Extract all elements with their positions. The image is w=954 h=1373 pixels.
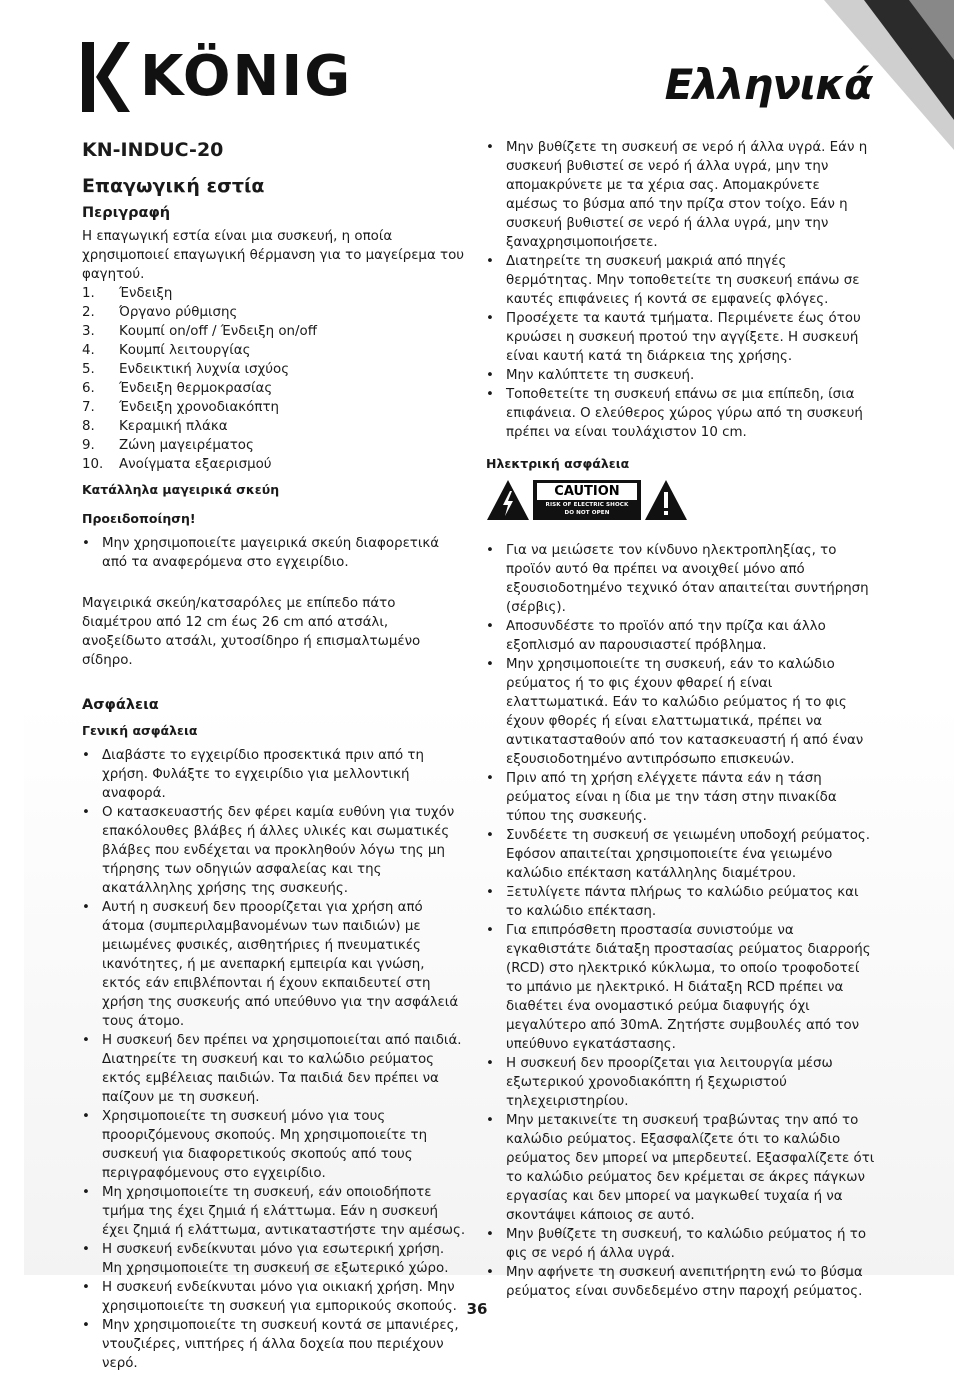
cookware-heading: Κατάλληλα μαγειρικά σκεύη xyxy=(82,482,280,497)
list-item: • Χρησιμοποιείτε τη συσκευή μόνο για τους προοριζόμενους σκοπούς. Μη χρησιμοποιείτε τη συσκευή για διαφορετικούς σκοπούς από τους περιγραφόμενους στο εγχειρίδιο. xyxy=(82,1107,468,1183)
list-item: • Διαβάστε το εγχειρίδιο προσεκτικά πριν από τη χρήση. Φυλάξτε το εγχειρίδιο για μελλοντική αναφορά. xyxy=(82,746,468,803)
list-item: • Μην μετακινείτε τη συσκευή τραβώντας την από το καλώδιο ρεύματος. Εξασφαλίζετε ότι το καλώδιο ρεύματος δεν μπορεί να μπερδευτεί. Εξασφαλίζετε ότι το καλώδιο ρεύματος δεν κρέμεται σε άκρες πάγκων εργασίας και δεν μπορεί να μαγκωθεί τυχαία ή να σκοντάψει κάποιος σε αυτό. xyxy=(486,1111,876,1225)
safety-heading: Ασφάλεια xyxy=(82,697,159,713)
list-item: • Για επιπρόσθετη προστασία συνιστούμε να εγκαθιστάτε διάταξη προστασίας ρεύματος διαρροής (RCD) στο ηλεκτρικό κύκλωμα, το οποίο τροφοδοτεί το μπάνιο με ηλεκτρικό. Η διάταξη RCD πρέπει να διαθέτει ένα ονομαστικό ρεύμα διαφυγής όχι μεγαλύτερο από 30mA. Ζητήστε συμβουλές από τον υπεύθυνο εγκατάστασης. xyxy=(486,921,876,1054)
general-safety-list xyxy=(82,746,468,1373)
warning-list xyxy=(82,534,468,572)
list-item: • Προσέχετε τα καυτά τμήματα. Περιμένετε έως ότου κρυώσει η συσκευή προτού την αγγίξετε. Η συσκευή είναι καυτή κατά τη διάρκεια της χρήσης. xyxy=(486,309,876,366)
list-item: 4. Κουμπί λειτουργίας xyxy=(82,343,251,358)
list-item: 8. Κεραμική πλάκα xyxy=(82,419,228,434)
page-number: 36 xyxy=(466,1300,488,1318)
list-item: • Η συσκευή ενδείκνυται μόνο για οικιακή χρήση. Μην χρησιμοποιείτε τη συσκευή για εμπορικούς σκοπούς. xyxy=(82,1278,468,1316)
caution-subtext: RISK OF ELECTRIC SHOCK DO NOT OPEN xyxy=(545,502,629,516)
list-item: • Αυτή η συσκευή δεν προορίζεται για χρήση από άτομα (συμπεριλαμβανομένων των παιδιών) με μειωμένες φυσικές, αισθητήριες ή πνευματικές ικανότητες, ή με ανεπαρκή εμπειρία και γνώση, εκτός εάν επιβλέπονται ή έχουν εκπαιδευτεί στη χρήση της συσκευής από υπεύθυνο για την ασφάλειά τους άτομο. xyxy=(82,898,468,1031)
list-item: • Μη χρησιμοποιείτε τη συσκευή, εάν οποιοδήποτε τμήμα της έχει ζημιά ή ελάττωμα. Εάν η συσκευή έχει ζημιά ή ελάττωμα, αντικαταστήστε την αμέσως. xyxy=(82,1183,468,1240)
konig-k-icon xyxy=(82,42,130,112)
list-item: • Για να μειώσετε τον κίνδυνο ηλεκτροπληξίας, το προϊόν αυτό θα πρέπει να ανοιχθεί μόνο από εξουσιοδοτημένο τεχνικό όταν απαιτείται συντήρηση (σέρβις). xyxy=(486,541,876,617)
caution-label-row xyxy=(486,479,876,521)
left-column xyxy=(82,136,468,1373)
list-item: • Μην χρησιμοποιείτε τη συσκευή κοντά σε μπανιέρες, ντουζιέρες, νιπτήρες ή άλλα δοχεία που περιέχουν νερό. xyxy=(82,1316,468,1373)
list-item: 1. Ένδειξη xyxy=(82,286,173,301)
list-item: • Διατηρείτε τη συσκευή μακριά από πηγές θερμότητας. Μην τοποθετείτε τη συσκευή επάνω σε καυτές επιφάνειες ή κοντά σε εμφανείς φλόγες. xyxy=(486,252,876,309)
list-item: 6. Ένδειξη θερμοκρασίας xyxy=(82,381,273,396)
list-item: • Μην βυθίζετε τη συσκευή σε νερό ή άλλα υγρά. Εάν η συσκευή βυθιστεί σε νερό ή άλλα υγρά, μην την απομακρύνετε με τα χέρια σας. Απομακρύνετε αμέσως το βύσμα από την πρίζα στον τοίχο. Εάν η συσκευή βυθιστεί σε νερό ή άλλα υγρά, μην την ξαναχρησιμοποιήσετε. xyxy=(486,138,876,252)
list-item: 10. Ανοίγματα εξαερισμού xyxy=(82,457,272,472)
list-item: • Μην βυθίζετε τη συσκευή, το καλώδιο ρεύματος ή το φις σε νερό ή άλλα υγρά. xyxy=(486,1225,876,1263)
list-item: • Ο κατασκευαστής δεν φέρει καμία ευθύνη για τυχόν επακόλουθες βλάβες ή άλλες υλικές και σωματικές βλάβες που ενδέχεται να προκληθούν λόγω της μη τήρησης των οδηγιών ασφαλείας και της ακατάλληλης χρήσης της συσκευής. xyxy=(82,803,468,898)
model-number: KN-INDUC-20 xyxy=(82,139,224,161)
caution-box xyxy=(533,480,641,520)
right-column xyxy=(486,138,876,1301)
list-item: • Η συσκευή δεν πρέπει να χρησιμοποιείται από παιδιά. Διατηρείτε τη συσκευή και το καλώδιο ρεύματος εκτός εμβέλειας παιδιών. Τα παιδιά δεν πρέπει να παίζουν με τη συσκευή. xyxy=(82,1031,468,1107)
list-item: • Η συσκευή ενδείκνυται μόνο για εσωτερική χρήση. Μη χρησιμοποιείτε τη συσκευή σε εξωτερικό χώρο. xyxy=(82,1240,468,1278)
list-item: • Μην αφήνετε τη συσκευή ανεπιτήρητη ενώ το βύσμα ρεύματος είναι συνδεδεμένο στην παροχή ρεύματος. xyxy=(486,1263,876,1301)
lightning-warning-icon xyxy=(486,479,530,521)
warning-heading: Προειδοποίηση! xyxy=(82,511,196,526)
general-safety-heading: Γενική ασφάλεια xyxy=(82,723,198,738)
parts-list xyxy=(82,284,468,474)
list-item: • Αποσυνδέστε το προϊόν από την πρίζα και άλλο εξοπλισμό αν παρουσιαστεί πρόβλημα. xyxy=(486,617,876,655)
list-item: 9. Ζώνη μαγειρέματος xyxy=(82,438,254,453)
description-heading: Περιγραφή xyxy=(82,205,171,221)
cookware-text: Μαγειρικά σκεύη/κατσαρόλες με επίπεδο πάτο διαμέτρου από 12 cm έως 26 cm από ατσάλι, ανοξείδωτο ατσάλι, χυτοσίδηρο ή επισμαλτωμένο σίδηρο. xyxy=(82,596,421,668)
general-safety-list-continued xyxy=(486,138,876,442)
electrical-safety-heading: Ηλεκτρική ασφάλεια xyxy=(486,456,630,471)
list-item: • Μην χρησιμοποιείτε τη συσκευή, εάν το καλώδιο ρεύματος ή το φις έχουν φθαρεί ή είναι ελαττωματικά. Εάν το καλώδιο ρεύματος ή το φις έχουν φθορές ή είναι ελαττωματικά, πρέπει να αντικατασταθούν από τον κατασκευαστή ή από έναν εξουσιοδοτημένο αντιπρόσωπο επισκευών. xyxy=(486,655,876,769)
list-item: • Ξετυλίγετε πάντα πλήρως το καλώδιο ρεύματος και το καλώδιο επέκταση. xyxy=(486,883,876,921)
list-item: • Τοποθετείτε τη συσκευή επάνω σε μια επίπεδη, ίσια επιφάνεια. Ο ελεύθερος χώρος γύρω από τη συσκευή πρέπει να είναι τουλάχιστον 10 cm. xyxy=(486,385,876,442)
caution-label: CAUTION xyxy=(537,483,637,500)
list-item: • Μην χρησιμοποιείτε μαγειρικά σκεύη διαφορετικά από τα αναφερόμενα στο εγχειρίδιο. xyxy=(82,534,468,572)
list-item: 3. Κουμπί on/off / Ένδειξη on/off xyxy=(82,324,317,339)
product-title: Επαγωγική εστία xyxy=(82,175,265,197)
description-intro: Η επαγωγική εστία είναι μια συσκευή, η οποία χρησιμοποιεί επαγωγική θέρμανση για το μαγείρεμα του φαγητού. xyxy=(82,229,465,282)
electrical-safety-list xyxy=(486,541,876,1301)
list-item: • Συνδέετε τη συσκευή σε γειωμένη υποδοχή ρεύματος. Εφόσον απαιτείται χρησιμοποιείτε ένα γειωμένο καλώδιο επέκταση κατάλληλης διαμέτρου. xyxy=(486,826,876,883)
list-item: • Μην καλύπτετε τη συσκευή. xyxy=(486,366,876,385)
brand-logo xyxy=(82,42,352,112)
list-item: 5. Ενδεικτική λυχνία ισχύος xyxy=(82,362,290,377)
language-title: Ελληνικά xyxy=(664,60,872,109)
list-item: 7. Ένδειξη χρονοδιακόπτη xyxy=(82,400,279,415)
list-item: • Η συσκευή δεν προορίζεται για λειτουργία μέσω εξωτερικού χρονοδιακόπτη ή ξεχωριστού τηλεχειριστηρίου. xyxy=(486,1054,876,1111)
brand-name: KÖNIG xyxy=(140,44,353,109)
list-item: • Πριν από τη χρήση ελέγχετε πάντα εάν η τάση ρεύματος είναι η ίδια με την τάση στην πινακίδα τύπου της συσκευής. xyxy=(486,769,876,826)
exclamation-warning-icon xyxy=(644,479,688,521)
list-item: 2. Όργανο ρύθμισης xyxy=(82,305,238,320)
